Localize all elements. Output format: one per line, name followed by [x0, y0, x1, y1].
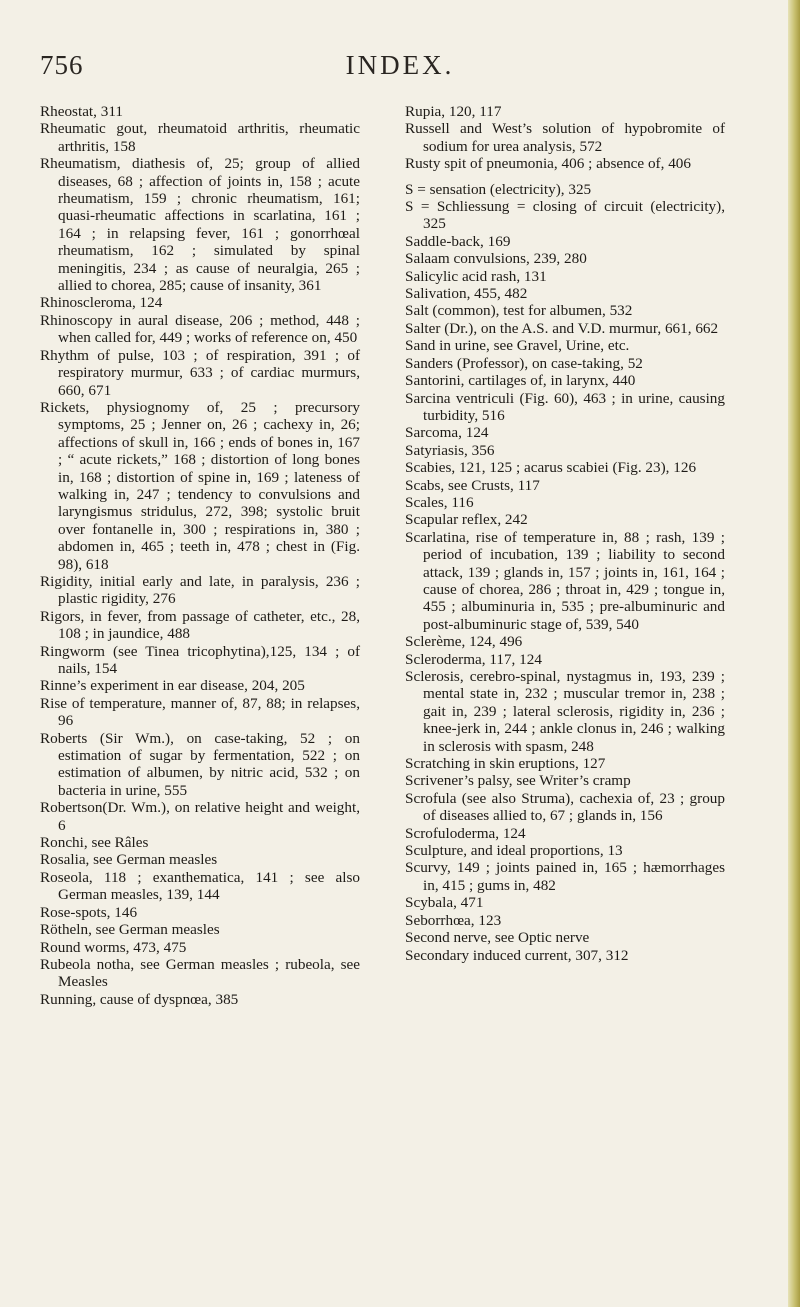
running-title: INDEX.	[345, 50, 455, 80]
index-entry: Salicylic acid rash, 131	[405, 267, 547, 285]
index-entry: Sand in urine, see Gravel, Urine, etc.	[405, 337, 630, 355]
index-column-left	[40, 103, 360, 1008]
index-entry: Rise of temperature, manner of, 87, 88; in relapses, 96	[40, 694, 360, 730]
index-entry: Santorini, cartilages of, in larynx, 440	[405, 372, 636, 390]
index-entry: Secondary induced current, 307, 312	[405, 946, 629, 964]
index-entry: Rupia, 120, 117	[405, 103, 502, 120]
index-entry: Scrivener’s palsy, see Writer’s cramp	[405, 772, 631, 790]
index-entry: Robertson(Dr. Wm.), on relative height and weight, 6	[40, 799, 360, 834]
index-entry: Rheostat, 311	[40, 103, 123, 120]
index-entry: Scrofula (see also Struma), cachexia of, 23 ; group of diseases allied to, 67 ; glands in, 156	[405, 789, 725, 825]
index-entry: Salt (common), test for albumen, 532	[405, 302, 633, 320]
index-entry: Scarlatina, rise of temperature in, 88 ; rash, 139 ; period of incubation, 139 ; liability to second attack, 139 ; glands in, 157 ; joints in, 161, 164 ; cause of chorea, 286 ; throat in, 429 ; tongue in, 455 ; albuminuria in, 535 ; pre-albuminuric and post-albuminuric stage of, 539, 540	[405, 528, 725, 633]
index-entry: Rickets, physiognomy of, 25 ; precursory symptoms, 25 ; Jenner on, 26 ; cachexy in, 26; affections of skull in, 166 ; ends of bones in, 167 ; “ acute rickets,” 168 ; distortion of long bones in, 168 ; distortion of spine in, 169 ; lateness of walking in, 247 ; tendency to convulsions and laryngismus stridulus, 272, 398; systolic bruit over fontanelle in, 300 ; respirations in, 380 ; abdomen in, 465 ; teeth in, 478 ; chest in (Fig. 98), 618	[40, 398, 360, 573]
index-entry: Sclerème, 124, 496	[405, 633, 523, 651]
index-entry: Scratching in skin eruptions, 127	[405, 755, 606, 773]
index-entry: S = Schliessung = closing of circuit (electricity), 325	[405, 198, 725, 233]
index-entry: Satyriasis, 356	[405, 441, 495, 459]
index-entry: Sarcoma, 124	[405, 424, 489, 442]
index-entry: Scybala, 471	[405, 894, 484, 912]
index-entry: Rheumatic gout, rheumatoid arthritis, rheumatic arthritis, 158	[40, 120, 360, 155]
index-entry: Rusty spit of pneumonia, 406 ; absence of, 406	[405, 155, 691, 173]
page-header	[40, 50, 760, 90]
index-entry: Rheumatism, diathesis of, 25; group of allied diseases, 68 ; affection of joints in, 158 ; acute rheumatism, 159 ; chronic rheumatism, 161; quasi-rheumatic affections in scarlatina, 161 ; 164 ; in relapsing fever, 161 ; gonorrhœal rheumatism, 162 ; simulated by spinal meningitis, 234 ; as cause of neuralgia, 265 ; allied to chorea, 285; cause of insanity, 361	[40, 155, 360, 295]
index-entry: Rötheln, see German measles	[40, 921, 220, 939]
index-entry: Sarcina ventriculi (Fig. 60), 463 ; in urine, causing turbidity, 516	[405, 389, 725, 424]
index-entry: Rose-spots, 146	[40, 903, 138, 921]
index-entry: Round worms, 473, 475	[40, 938, 187, 956]
index-entry: Rhythm of pulse, 103 ; of respiration, 391 ; of respiratory murmur, 633 ; of cardiac murmurs, 660, 671	[40, 346, 360, 399]
index-entry: Rosalia, see German measles	[40, 851, 218, 869]
index-entry: Sanders (Professor), on case-taking, 52	[405, 354, 643, 372]
index-entry: Scapular reflex, 242	[405, 511, 528, 529]
index-entry: Scleroderma, 117, 124	[405, 650, 542, 668]
index-entry: S = sensation (electricity), 325	[405, 180, 592, 198]
index-entry: Scabs, see Crusts, 117	[405, 476, 540, 494]
index-entry: Saddle-back, 169	[405, 232, 511, 250]
index-entry: Sclerosis, cerebro-spinal, nystagmus in, 193, 239 ; mental state in, 232 ; muscular tremor in, 238 ; gait in, 239 ; lateral sclerosis, rigidity in, 236 ; knee-jerk in, 244 ; ankle clonus in, 246 ; walking in sclerosis with spasm, 248	[405, 668, 725, 755]
index-entry: Roseola, 118 ; exanthematica, 141 ; see also German measles, 139, 144	[40, 868, 360, 904]
index-entry: Scurvy, 149 ; joints pained in, 165 ; hæmorrhages in, 415 ; gums in, 482	[405, 859, 725, 894]
page-number: 756	[40, 50, 84, 80]
index-entry: Salter (Dr.), on the A.S. and V.D. murmur, 661, 662	[405, 319, 719, 337]
index-column-right	[405, 103, 725, 964]
index-entry: Russell and West’s solution of hypobromite of sodium for urea analysis, 572	[405, 120, 725, 155]
index-entry: Ronchi, see Râles	[40, 834, 149, 852]
index-entry: Scrofuloderma, 124	[405, 824, 526, 842]
index-entry: Salivation, 455, 482	[405, 285, 528, 303]
index-entry: Running, cause of dyspnœa, 385	[40, 990, 239, 1008]
index-entry: Salaam convulsions, 239, 280	[405, 250, 587, 268]
index-entry: Rigidity, initial early and late, in paralysis, 236 ; plastic rigidity, 276	[40, 572, 360, 608]
index-entry: Rinne’s experiment in ear disease, 204, 205	[40, 677, 305, 695]
index-entry: Rigors, in fever, from passage of catheter, etc., 28, 108 ; in jaundice, 488	[40, 607, 360, 643]
index-entry: Rubeola notha, see German measles ; rubeola, see Measles	[40, 955, 360, 991]
index-entry: Scabies, 121, 125 ; acarus scabiei (Fig. 23), 126	[405, 459, 697, 477]
index-entry: Second nerve, see Optic nerve	[405, 929, 590, 947]
index-entry: Rhinoscopy in aural disease, 206 ; method, 448 ; when called for, 449 ; works of reference on, 450	[40, 311, 360, 347]
page-edge-shadow	[788, 0, 800, 1307]
index-entry: Rhinoscleroma, 124	[40, 294, 163, 312]
index-entry: Scales, 116	[405, 493, 474, 511]
index-entry: Seborrhœa, 123	[405, 911, 502, 929]
index-entry: Roberts (Sir Wm.), on case-taking, 52 ; on estimation of sugar by fermentation, 522 ; on estimation of albumen, by nitric acid, 532 ; on bacteria in urine, 555	[40, 729, 360, 799]
index-entry: Sculpture, and ideal proportions, 13	[405, 842, 623, 860]
index-entry: Ringworm (see Tinea tricophytina),125, 134 ; of nails, 154	[40, 642, 360, 677]
